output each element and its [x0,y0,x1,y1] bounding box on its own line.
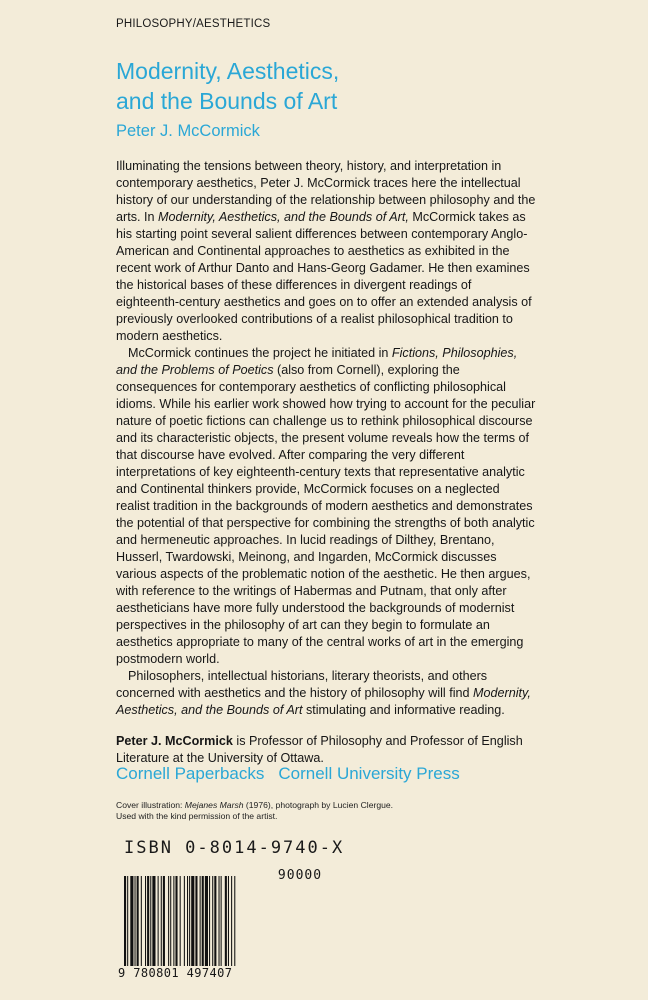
barcode-bar [161,876,162,968]
barcode-bar [221,876,222,968]
barcode-bar [152,876,155,968]
book-title-italic: Modernity, Aesthetics, and the Bounds of Art, [158,210,409,224]
barcode-bar [158,876,159,968]
barcode-bar [209,876,210,968]
previous-book-title-italic: Fictions, Philosophies, and the Problems of Poetics [116,346,518,377]
book-title [116,56,576,116]
barcode-bar [202,876,204,968]
blurb-paragraph-2: McCormick continues the project he initiated in Fictions, Philosophies, and the Problems of Poetics (also from Cornell), exploring the consequences for contemporary aesthetics of conflicting philosophical idioms. While his earlier work showed how trying to account for the peculiar nature of poetic fictions can challenge us to rethink philosophical discourse and its characteristic objects, the present volume reveals how the terms of that discourse have evolved. After comparing the very different interpretations of key eighteenth-century texts that representative analytic and Continental thinkers provide, McCormick focuses on a neglected realist tradition in the backgrounds of modern aesthetics and demonstrates the potential of that perspective for combining the strengths of both analytic and hermeneutic approaches. In lucid readings of Dilthey, Brentano, Husserl, Twardowski, Meinong, and Ingarden, McCormick discusses various aspects of the problematic notion of the aesthetic. He then argues, with reference to the writings of Habermas and Putnam, that only after aestheticians have more fully understood the backgrounds of modernist perspectives in the philosophy of art can they begin to formulate an aesthetics appropriate to many of the central works of art in the emerging postmodern world. [116,346,536,666]
publisher-line [116,764,576,784]
barcode-bar [225,876,227,968]
barcode-bar [137,876,139,968]
barcode-bar [212,876,213,968]
author-bio-name: Peter J. McCormick [116,734,233,748]
book-title-italic: Modernity, Aesthetics, and the Bounds of Art [116,686,531,717]
blurb [116,158,536,767]
barcode-bar [195,876,197,968]
barcode-bar [170,876,171,968]
barcode-bar [187,876,188,968]
cover-work-title: Mejanes Marsh [184,800,244,810]
barcode-bar [141,876,142,968]
isbn-number: ISBN 0-8014-9740-X [124,838,345,858]
barcode-bar [163,876,165,968]
barcode-bar [130,876,133,968]
barcode-bar [184,876,185,968]
barcode-bar [145,876,146,968]
barcode-bar [191,876,194,968]
barcode-bar [180,876,181,978]
barcode-bar [173,876,174,968]
barcode-bar [205,876,208,968]
barcode-bar [175,876,177,968]
blurb-paragraph-3: Philosophers, intellectual historians, literary theorists, and others concerned with aesthetics and the history of philosophy will find Modernity, Aesthetics, and the Bounds of Art stimulating and informative reading. [116,669,531,717]
author-bio: Peter J. McCormick is Professor of Philosophy and Professor of English Literature at the University of Ottawa. [116,734,523,765]
ean-digits: 9 780801 497407 [116,966,268,980]
barcode-bar [219,876,220,968]
barcode-bar [200,876,201,968]
barcode-bar [189,876,190,968]
barcode-bar [147,876,149,968]
publisher-imprint: Cornell Paperbacks [116,764,265,783]
category-label: PHILOSOPHY/AESTHETICS [116,18,271,30]
barcode-bar [135,876,136,968]
barcode-bar [234,876,235,978]
price-code: 90000 [277,868,323,883]
barcode-bar [228,876,229,968]
publisher-press: Cornell University Press [278,764,460,783]
barcode-bar [231,876,232,968]
cover-credit: Cover illustration: Mejanes Marsh (1976), photograph by Lucien Clergue. Used with the kind permission of the artist. [116,800,394,821]
title-line-1: Modernity, Aesthetics, [116,58,340,84]
barcode-bar [168,876,169,968]
title-line-2: and the Bounds of Art [116,88,338,114]
barcode-bar [124,876,126,978]
blurb-paragraph-1: Illuminating the tensions between theory, history, and interpretation in contemporary aesthetics, Peter J. McCormick traces here the intellectual history of our understanding of the relationship between philosophy and the arts. In Modernity, Aesthetics, and the Bounds of Art, McCormick takes as his starting point several salient differences between contemporary Anglo-American and Continental approaches to aesthetics as exhibited in the recent work of Arthur Danto and Hans-Georg Gadamer. He then examines the historical bases of these differences in divergent readings of eighteenth-century aesthetics and goes on to offer an extended analysis of previously overlooked contributions of a realist philosophical tradition to modern aesthetics. [116,159,536,343]
barcode-bar [150,876,151,968]
barcode-bar [214,876,216,968]
barcode-bar [127,876,128,978]
author-name: Peter J. McCormick [116,122,260,140]
